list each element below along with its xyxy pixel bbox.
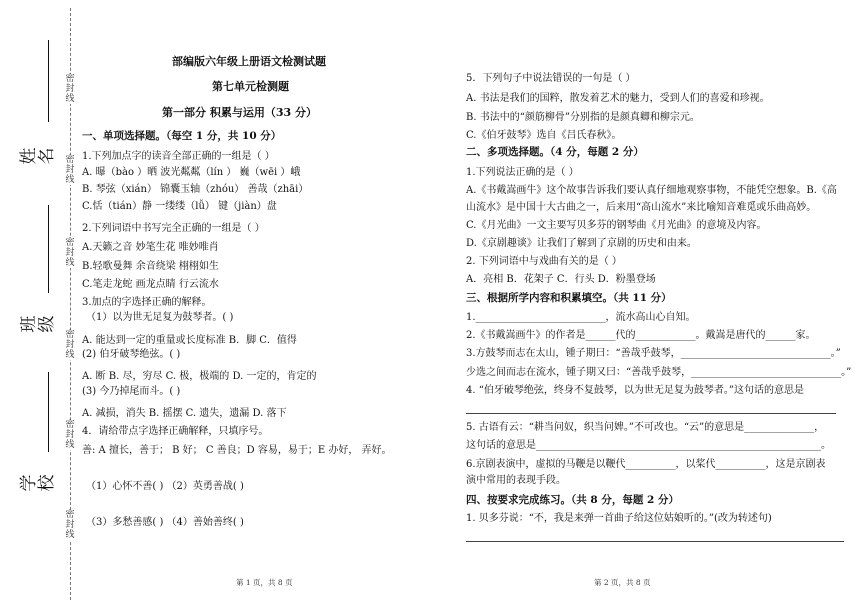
binding-margin [0, 0, 80, 607]
fill-4: 4. “伯牙破琴绝弦，终身不复鼓琴，以为世无足复为鼓琴者。”这句话的意思是 [466, 385, 804, 396]
multi-question-1-option-b: 山流水》是中国十大古曲之一，后来用“高山流水”来比喻知音难觅或乐曲高妙。 [466, 202, 817, 213]
section-heading: 二、多项选择题。（4 分，每题 2 分） [466, 146, 644, 158]
question-3-sub-1-options: A. 能达到一定的重量或长度标准 B．脚 C．值得 [82, 335, 297, 346]
multi-question-1: 1.下列说法正确的是（ ） [466, 167, 579, 178]
question-3-sub-3: (3) 今乃掉尾而斗。( ) [82, 386, 181, 397]
multi-question-2-options: A．亮相 B．花架子 C．行头 D．粉墨登场 [466, 274, 656, 285]
question-5-option-a: A. 书法是我们的国粹，散发着艺术的魅力，受到人们的喜爱和珍视。 [466, 93, 770, 104]
seal-label: 密 封 线 [65, 238, 75, 268]
question-3-sub-2: (2) 伯牙破琴绝弦。( ) [82, 349, 181, 360]
section-heading: 四、按要求完成练习。（共 8 分，每题 2 分） [466, 494, 679, 506]
question-2-option-b: B.轻歌曼舞 余音绕梁 栩栩如生 [82, 261, 219, 272]
class-field-line[interactable] [48, 205, 49, 293]
question-3-sub-3-options: A. 减损，消失 B. 摇摆 C. 遗失，遗漏 D. 落下 [82, 408, 287, 419]
answer-line[interactable] [466, 413, 836, 414]
exam-page-1 [80, 0, 448, 607]
question-5-option-c: C.《伯牙鼓琴》选自《吕氏春秋》。 [466, 130, 622, 141]
seal-label: 密 封 线 [65, 155, 75, 185]
question-5-option-b: B. 书法中的“颜筋柳骨”分别指的是颜真卿和柳宗元。 [466, 112, 700, 123]
section-heading: 一、单项选择题。（每空 1 分，共 10 分） [82, 130, 282, 142]
fill-5: 5. 古语有云：“耕当问奴，织当问婢。”不可改也。“云”的意思是______________， [466, 422, 825, 433]
question-3-sub-2-options: A. 断 B. 尽，穷尽 C. 极，极端的 D. 一定的，肯定的 [82, 371, 317, 382]
question-4-meanings: 善: A 擅长，善于； B 好； C 善良；D 容易，易于；E 办好， 弄好。 [82, 445, 392, 456]
part-heading: 第一部分 积累与运用（33 分） [162, 106, 317, 119]
question-4-row-2: （3）多愁善感( ) （4）善始善终( ) [86, 517, 244, 528]
section-heading: 三、根据所学内容和积累填空。（共 11 分） [466, 292, 672, 304]
question-3-sub-1: （1）以为世无足复为鼓琴者。( ) [86, 312, 234, 323]
exam-page-2 [466, 0, 852, 607]
question-4: 4．请给带点字选择正确解释，只填序号。 [82, 426, 269, 437]
fill-3-continued: 少选之间而志在流水，锺子期又曰：“善哉乎鼓琴，______________________________。” [466, 367, 852, 378]
practice-1: 1. 贝多芬说：“不，我是来弹一首曲子给这位姑娘听的。”(改为转述句) [466, 513, 772, 524]
seal-label: 密 封 线 [65, 510, 75, 540]
seal-label: 密 封 线 [65, 330, 75, 360]
unit-title: 第七单元检测题 [212, 80, 289, 93]
seal-label: 密 封 线 [65, 74, 75, 104]
question-5: 5．下列句子中说法错误的一句是（ ） [466, 73, 636, 84]
name-field-label: 姓名 [19, 147, 57, 165]
class-field-label: 班级 [19, 315, 57, 333]
question-2: 2.下列词语中书写完全正确的一组是（ ） [82, 223, 265, 234]
name-field-line[interactable] [48, 40, 49, 122]
seal-label: 密 封 线 [65, 420, 75, 450]
question-4-row-1: （1）心怀不善( ) （2）英勇善战( ) [86, 481, 244, 492]
multi-question-1-option-d: D.《京剧趣谈》让我们了解到了京剧的历史和由来。 [466, 238, 697, 249]
multi-question-1-option-a: A.《书戴嵩画牛》这个故事告诉我们要认真仔细地观察事物，不能凭空想象。B.《高 [466, 185, 837, 196]
exam-title: 部编版六年级上册语文检测试题 [172, 55, 326, 68]
fill-2: 2.《书戴嵩画牛》的作者是______代的____________。戴嵩是唐代的______家。 [466, 330, 816, 341]
page-number: 第 1 页，共 8 页 [236, 578, 293, 587]
question-2-option-c: C.笔走龙蛇 画龙点睛 行云流水 [82, 279, 219, 290]
question-1-option-b: B. 琴弦（xián） 锦囊玉轴（zhóu） 善哉（zhāi） [82, 184, 309, 195]
fill-5-continued: 这句话的意思是_________________________________________________________。 [466, 440, 831, 451]
fill-1: 1.__________________________，流水高山心自知。 [466, 312, 696, 323]
answer-line[interactable] [466, 541, 844, 542]
question-1-option-a: A. 曝（bào ）晒 波光粼粼（lín ） 巍（wēi ）峨 [82, 167, 301, 178]
school-field-label: 学校 [19, 474, 57, 492]
fill-3: 3.方鼓琴而志在太山，锺子期曰：“善哉乎鼓琴，______________________________。” [466, 348, 841, 359]
school-field-line[interactable] [48, 372, 49, 452]
multi-question-1-option-c: C.《月光曲》一文主要写贝多芬的钢琴曲《月光曲》的意境及内容。 [466, 220, 767, 231]
fill-6-continued: 演中常用的表现手段。 [466, 475, 566, 486]
question-3: 3.加点的字选择正确的解释。 [82, 297, 212, 308]
page-number: 第 2 页，共 8 页 [594, 578, 651, 587]
question-1-option-c: C.恬（tián）静 一缕缕（lǚ） 键（jiàn）盘 [82, 201, 277, 212]
question-2-option-a: A.天籁之音 妙笔生花 唯妙唯肖 [82, 242, 219, 253]
fill-6: 6.京剧表演中，虚拟的马鞭是以鞭代__________，以桨代__________，这是京剧表 [466, 459, 826, 470]
multi-question-2: 2. 下列词语中与戏曲有关的是（ ） [466, 256, 622, 267]
question-1: 1.下列加点字的读音全部正确的一组是（ ） [82, 151, 275, 162]
